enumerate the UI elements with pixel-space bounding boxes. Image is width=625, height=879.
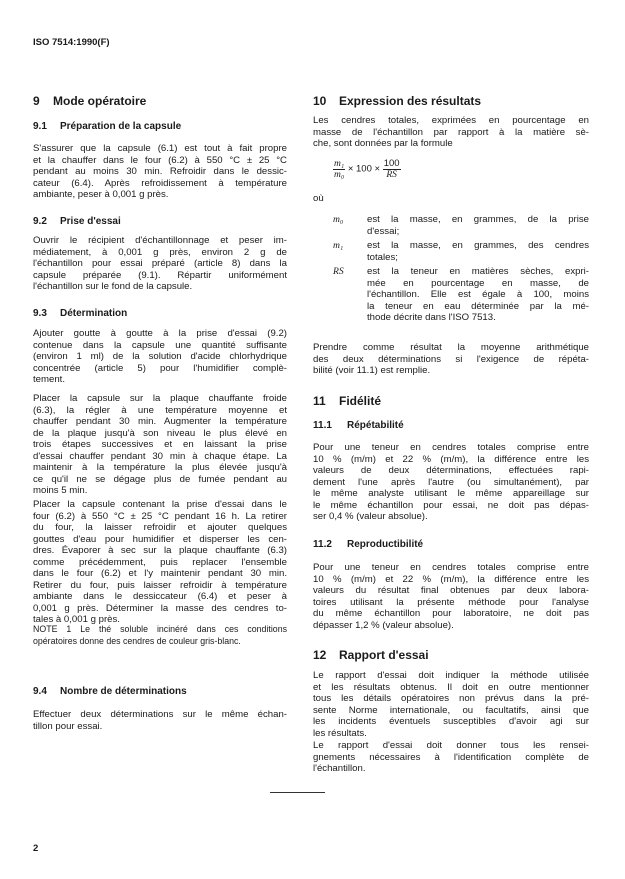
text-line: les incidents éventuels susceptibles d'avoir agi sur	[313, 716, 589, 727]
section-title: Prise d'essai	[60, 216, 121, 227]
section-title: Détermination	[60, 308, 128, 319]
text-line: valeurs de deux déterminations, effectuées rapi-	[313, 465, 589, 476]
text-line: d'essai;	[367, 225, 400, 237]
text-line: tillon pour essai.	[33, 720, 103, 732]
text-line: Prendre comme résultat la moyenne arithmétique	[313, 342, 589, 353]
text-line: Placer la capsule sur la plaque chauffante froide	[33, 393, 287, 404]
paragraph	[313, 115, 589, 150]
text-line: Le rapport d'essai doit indiquer la méthode utilisée	[313, 670, 589, 681]
definition-text	[367, 266, 589, 324]
text-line: est la masse, en grammes, de la prise	[367, 214, 589, 225]
text-line: tement.	[33, 374, 65, 385]
text-line: totales;	[367, 251, 398, 263]
text-line: mée en pourcentage en masse, de	[367, 277, 589, 289]
document-header: ISO 7514:1990(F)	[33, 37, 110, 48]
paragraph	[313, 740, 589, 775]
formula-operator: × 100 ×	[347, 163, 381, 175]
text-line: d'essai chauffer pendant 30 min à chaque étape. La	[33, 450, 287, 462]
formula-denominator: m₀	[334, 169, 345, 180]
text-line: Retirer du four, puis laisser refroidir à température	[33, 579, 287, 591]
text-line: trois étapes successives et en laissant la prise	[33, 439, 287, 450]
text-line: Le rapport d'essai doit donner tous les rensei-	[313, 740, 589, 751]
text-line: pendant au moins 30 min. Refroidir dans le dessic-	[33, 166, 287, 177]
text-line: four (6.2) à 550 °C ± 25 °C pendant 16 h. La retirer	[33, 510, 287, 522]
text-line: (6.3), la régler à une température moyenne et	[33, 404, 287, 416]
text-line: thode décrite dans l'ISO 7513.	[367, 312, 496, 323]
section-number: 9.2	[33, 216, 47, 227]
formula-numerator: m₁	[334, 158, 345, 169]
text-line: NOTE 1 Le thé soluble incinéré dans ces conditions	[33, 624, 287, 634]
definition-symbol: RS	[333, 266, 344, 277]
text-line: Ajouter goutte à goutte à la prise d'essai (9.2)	[33, 328, 287, 339]
paragraph	[313, 342, 589, 377]
section-heading	[313, 94, 589, 108]
text-line: des deux déterminations si l'exigence de répéta-	[313, 353, 589, 365]
paragraph	[33, 143, 287, 201]
text-line: Pour une teneur en cendres totales comprise entre	[313, 562, 589, 573]
text-line: gnements nécessaires à l'identification complète de	[313, 751, 589, 763]
text-line: dres. Évaporer à sec sur la plaque chauffante (6.3)	[33, 545, 287, 556]
section-number: 11	[313, 394, 326, 408]
section-title: Mode opératoire	[53, 94, 147, 108]
text-line: l'échantillon pour essai préparé (article 8) dans la	[33, 258, 287, 269]
text-line: concentrée (article 5) pour l'humidifier complè-	[33, 362, 287, 374]
text-line: ser 0,4 % (valeur absolue).	[313, 511, 428, 522]
paragraph	[313, 442, 589, 523]
text-line: du four, la laisser refroidir et ajouter quelques	[33, 522, 287, 533]
text-line: l'échantillon. Elle est égale à 100, moins	[367, 289, 589, 300]
paragraph	[313, 562, 589, 631]
paragraph	[33, 499, 287, 626]
text-line: médiatement, à 0,001 g près, environ 2 g de	[33, 246, 287, 258]
text-line: du même échantillon pour laboratoire, ne doit pas	[313, 608, 589, 619]
section-title: Reproductibilité	[347, 539, 424, 550]
text-line: gouttes d'eau pour humidifier et disperser les cen-	[33, 533, 287, 545]
section-title: Rapport d'essai	[339, 648, 429, 662]
text-line: Pour une teneur en cendres totales comprise entre	[313, 442, 589, 453]
text-line: contenue dans la capsule une quantité suffisante	[33, 339, 287, 351]
formula-numerator-2: 100	[383, 158, 400, 169]
text-line: est la teneur en matières sèches, expri-	[367, 266, 589, 277]
where-label: où	[313, 193, 324, 204]
section-heading	[33, 121, 287, 132]
section-heading	[313, 420, 589, 431]
text-line: est la masse, en grammes, des cendres	[367, 240, 589, 251]
paragraph	[33, 328, 287, 386]
text-line: l'échantillon sur le fond de la capsule.	[33, 281, 193, 292]
text-line: Ouvrir le récipient d'échantillonnage et peser im-	[33, 235, 287, 246]
section-heading	[313, 394, 589, 408]
section-heading	[33, 216, 287, 227]
text-line: Placer la capsule contenant la prise d'essai dans le	[33, 499, 287, 510]
paragraph	[33, 393, 287, 497]
text-line: dans le four (6.2) et l'y maintenir pendant 30 min.	[33, 568, 287, 579]
text-line: dépasser 1,2 % (valeur absolue).	[313, 619, 454, 631]
definition-symbol: m₁	[333, 240, 344, 251]
section-number: 9.3	[33, 308, 47, 319]
section-title: Répétabilité	[347, 420, 404, 431]
text-line: sente Norme internationale, ou facultatifs, ainsi que	[313, 704, 589, 716]
text-line: 0,001 g près. Déterminer la masse des cendres to-	[33, 602, 287, 614]
text-line: tales à 0,001 g près.	[33, 614, 120, 625]
section-number: 9.1	[33, 121, 47, 132]
section-heading	[313, 539, 589, 550]
text-line: (environ 1 ml) de la solution d'acide chlorhydrique	[33, 351, 287, 362]
text-line: Les cendres totales, exprimées en pourcentage en	[313, 115, 589, 126]
text-line: masse de l'échantillon par rapport à la matière sè-	[313, 126, 589, 138]
text-line: S'assurer que la capsule (6.1) est tout à fait propre	[33, 143, 287, 154]
definition-symbol: m₀	[333, 214, 344, 225]
section-number: 9.4	[33, 686, 47, 697]
section-number: 11.1	[313, 420, 332, 431]
text-line: et les résultats obtenus. Il doit en outre mentionner	[313, 681, 589, 693]
text-line: ambiante dans le dessiccateur (6.4) et peser à	[33, 591, 287, 602]
text-line: ce qu'il ne se dégage plus de fumée pendant au	[33, 473, 287, 485]
text-line: 10 % (m/m) et 22 % (m/m), la différence entre les	[313, 453, 589, 465]
text-line: capsule préparée (9.1). Répartir uniformément	[33, 269, 287, 281]
definition-text	[367, 240, 589, 263]
footnote-rule	[270, 792, 325, 793]
note	[33, 624, 287, 647]
section-number: 9	[33, 94, 40, 108]
section-heading	[313, 648, 589, 662]
section-heading	[33, 94, 287, 108]
formula	[333, 158, 401, 180]
formula-denominator-2: RS	[386, 170, 397, 180]
section-number: 10	[313, 94, 327, 108]
text-line: le même analyste utilisant le même appareillage sur	[313, 488, 589, 499]
definition-text	[367, 214, 589, 237]
paragraph	[313, 670, 589, 739]
text-line: et la chauffer dans le four (6.2) à 550 °C ± 25 °C	[33, 154, 287, 166]
text-line: ambiante, peser à 0,001 g près.	[33, 189, 169, 200]
paragraph	[33, 709, 287, 732]
section-title: Fidélité	[339, 394, 382, 408]
text-line: dement l'une après l'autre (ou simultanément), par	[313, 476, 589, 488]
text-line: Effectuer deux déterminations sur le même échan-	[33, 709, 287, 720]
paragraph	[33, 235, 287, 293]
text-line: les résultats.	[313, 727, 367, 739]
text-line: de la plaque jusqu'à son niveau le plus élevé en	[33, 427, 287, 439]
section-title: Expression des résultats	[339, 94, 482, 108]
text-line: chauffer pendant 30 min. Augmenter la température	[33, 416, 287, 427]
section-title: Préparation de la capsule	[60, 121, 182, 132]
section-title: Nombre de déterminations	[60, 686, 187, 697]
text-line: che, sont données par la formule	[313, 138, 453, 149]
text-line: opératoires donne des cendres de couleur gris-blanc.	[33, 635, 241, 646]
text-line: l'échantillon.	[313, 763, 366, 774]
text-line: comme précédemment, puis replacer l'ensemble	[33, 556, 287, 568]
section-heading	[33, 686, 287, 697]
section-number: 12	[313, 648, 327, 662]
text-line: bilité (voir 11.1) est remplie.	[313, 365, 431, 376]
section-number: 11.2	[313, 539, 332, 550]
page-number: 2	[33, 843, 39, 854]
text-line: la teneur en eau déterminée par la mé-	[367, 300, 589, 312]
text-line: toires utilisant la présente méthode pour l'analyse	[313, 596, 589, 608]
text-line: moins 5 min.	[33, 485, 88, 496]
text-line: le même échantillon pour essai, ne doit pas dépas-	[313, 499, 589, 511]
section-heading	[33, 308, 287, 319]
text-line: maintenir à la température la plus élevée jusqu'à	[33, 462, 287, 473]
text-line: cateur (6.4). Après refroidissement à température	[33, 177, 287, 189]
text-line: 10 % (m/m) et 22 % (m/m), la différence entre les	[313, 573, 589, 585]
text-line: valeurs du résultat final obtenues par deux labora-	[313, 585, 589, 596]
text-line: tous les détails opératoires non prévus dans la pré-	[313, 693, 589, 704]
